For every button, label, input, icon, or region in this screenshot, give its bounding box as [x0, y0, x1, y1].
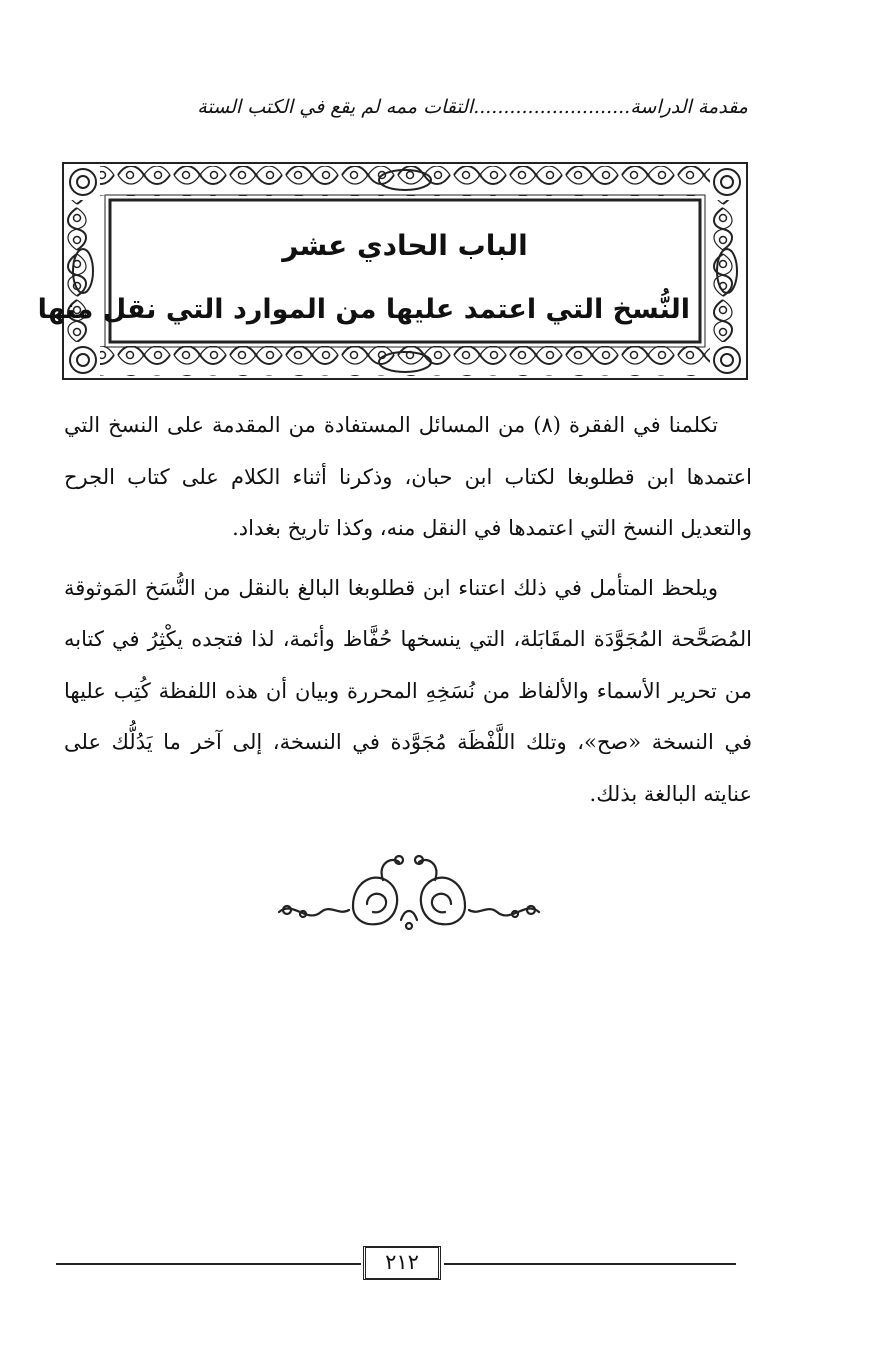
- chapter-title-frame: [37, 160, 750, 382]
- footer-rule-left: [56, 1263, 361, 1265]
- body-text: [64, 400, 752, 820]
- footer-rule-right: [444, 1263, 736, 1265]
- running-header: مقدمة الدراسة..........................التقات ممه لم يقع في الكتب الستة: [197, 96, 748, 118]
- paragraph: تكلمنا في الفقرة (٨) من المسائل المستفادة من المقدمة على النسخ التي اعتمدها ابن قطلوبغا لكتاب ابن حبان، وذكرنا أثناء الكلام على كتاب الجرح والتعديل النسخ التي اعتمدها في النقل منه، وكذا تاريخ بغداد.: [64, 413, 752, 540]
- floral-ornament-icon: [273, 850, 545, 934]
- page-number: ٢١٢: [363, 1246, 441, 1280]
- paragraph: ويلحظ المتأمل في ذلك اعتناء ابن قطلوبغا البالغ بالنقل من النُّسَخ المَوثوقة المُصَحَّحة المُجَوَّدَة المقَابَلة، التي ينسخها حُفَّاظ وأئمة، لذا فتجده يكْثِرُ في كتابه من تحرير الأسماء والألفاظ من نُسَخِهِ المحررة وبيان أن هذه اللفظة كُتِب عليها في النسخة «صح»، وتلك اللَّفْظَة مُجَوَّدة في النسخة، إلى آخر ما يَدُلُّك على عنايته البالغة بذلك.: [64, 575, 752, 806]
- chapter-title: الباب الحادي عشر: [282, 229, 528, 262]
- chapter-subtitle: النُّسخ التي اعتمد عليها من الموارد التي نقل منها: [37, 294, 690, 325]
- chapter-title-block: [37, 204, 690, 344]
